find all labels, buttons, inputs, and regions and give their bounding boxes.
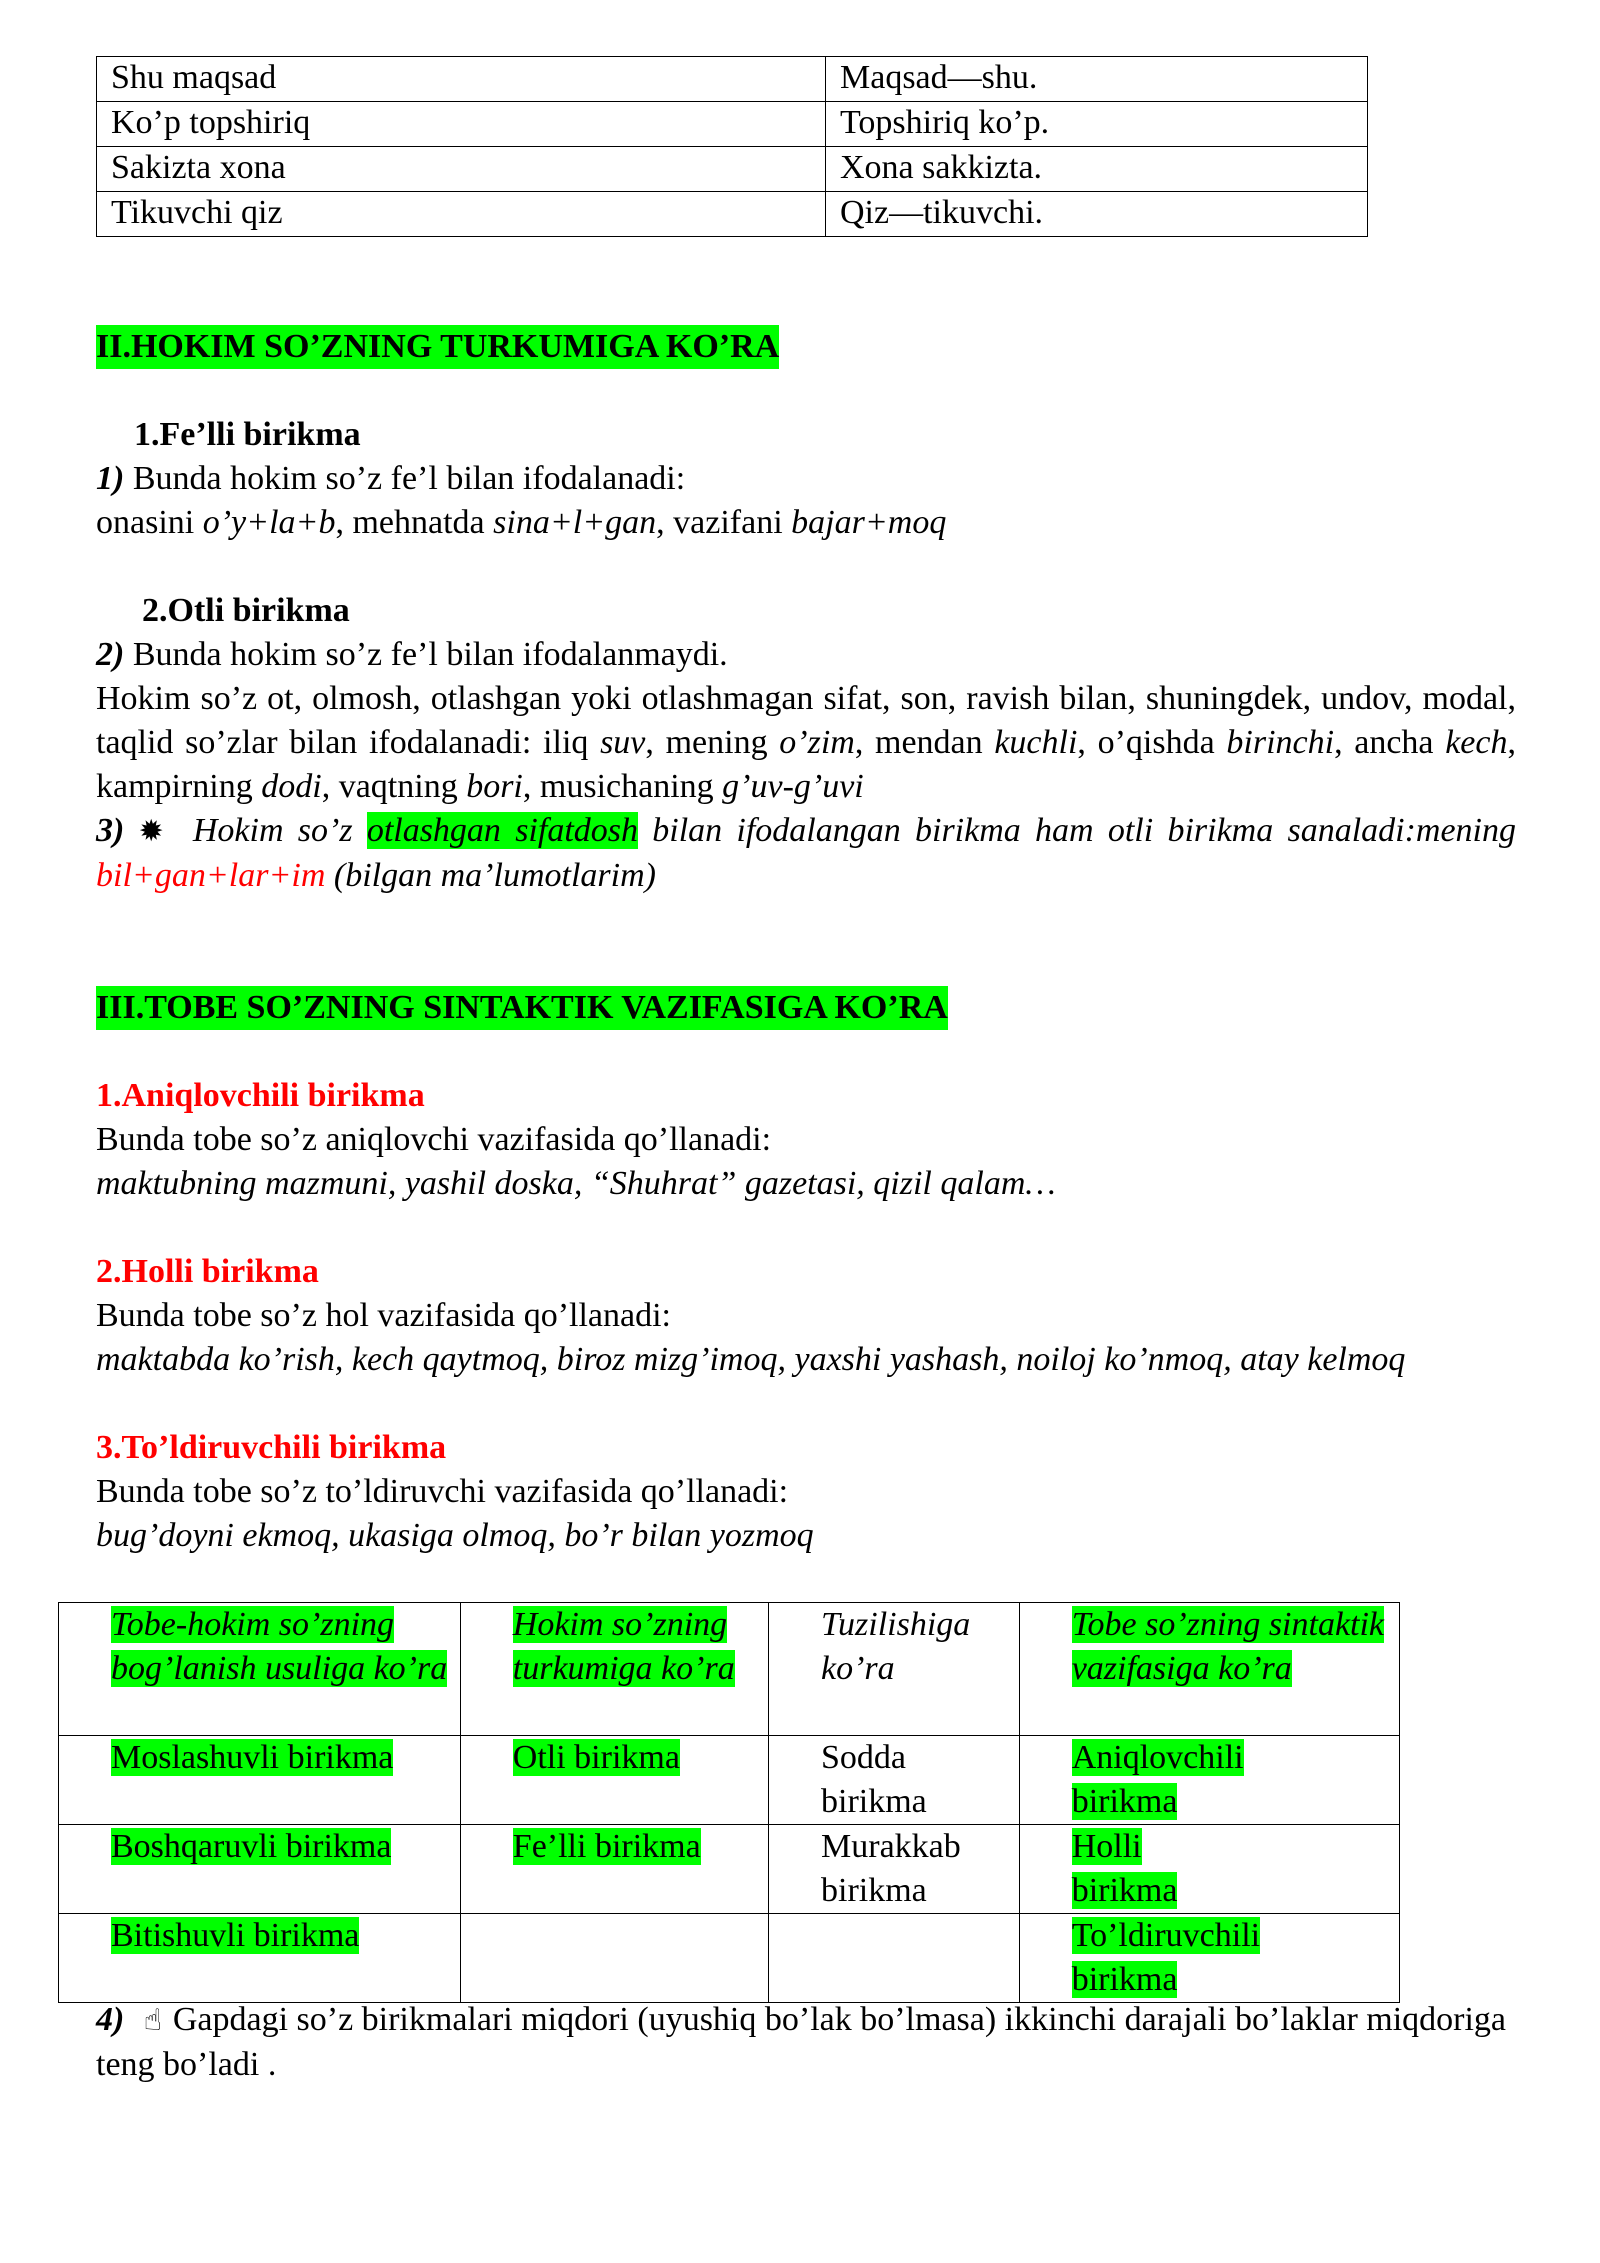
table-cell: Ko’p topshiriq xyxy=(97,102,826,147)
example-word: g’uv-g’uvi xyxy=(722,768,864,805)
subsection-title: 3.To’ldiruvchili birikma xyxy=(96,1429,447,1466)
table-cell: Maqsad—shu. xyxy=(826,57,1368,102)
table-cell xyxy=(769,1825,1020,1914)
table-row xyxy=(59,1914,1400,2003)
note-paragraph xyxy=(96,1998,1516,2087)
table-cell xyxy=(1019,1736,1399,1825)
example-word: suv xyxy=(600,724,646,761)
table-cell: Xona sakkizta. xyxy=(826,147,1368,192)
text: , mendan xyxy=(854,724,995,761)
example-line: maktabda ko’rish, kech qaytmoq, biroz mizg’imoq, yaxshi yashash, noiloj ko’nmoq, atay kelmoq xyxy=(96,1341,1406,1378)
cell-text: Boshqaruvli birikma xyxy=(111,1828,392,1865)
cell-text: Bitishuvli birikma xyxy=(111,1917,360,1954)
text: (bilgan ma’lumotlarim) xyxy=(325,857,656,894)
subsection-title: 2.Holli birikma xyxy=(96,1253,319,1290)
example-word: sina+l+gan xyxy=(493,504,657,541)
text: , kampirning xyxy=(96,724,1516,805)
table-cell xyxy=(460,1736,768,1825)
table-header-cell xyxy=(769,1603,1020,1736)
cell-text: Holli birikma xyxy=(1071,1828,1178,1909)
table-row xyxy=(97,147,1368,192)
paragraph xyxy=(96,457,1516,501)
text: , vaqtning xyxy=(321,768,467,805)
table-row xyxy=(97,192,1368,237)
item-number: 2) xyxy=(96,636,125,673)
table-row xyxy=(59,1825,1400,1914)
table-header-cell xyxy=(1019,1603,1399,1736)
example-word: bori xyxy=(466,768,523,805)
example-line xyxy=(96,501,1516,545)
section-heading-2: II.HOKIM SO’ZNING TURKUMIGA KO’RA xyxy=(96,325,779,369)
text: , mening xyxy=(645,724,780,761)
header-text: Tobe-hokim so’zning bog’lanish usuliga ko’ra xyxy=(111,1606,448,1687)
document-page xyxy=(96,56,1516,2087)
cell-text: To’ldiruvchili birikma xyxy=(1071,1917,1261,1998)
cell-text: Sodda birikma xyxy=(821,1739,927,1820)
table-header-row xyxy=(59,1603,1400,1736)
header-text: Tuzilishiga ko’ra xyxy=(821,1606,971,1687)
item-number: 3) xyxy=(96,812,125,849)
subsection-title: 2.Otli birikma xyxy=(142,592,350,629)
paragraph: Bunda tobe so’z aniqlovchi vazifasida qo’llanadi: xyxy=(96,1121,772,1158)
table-cell xyxy=(1019,1825,1399,1914)
text: bilan ifodalangan birikma ham otli birikma sanaladi:mening xyxy=(638,812,1517,849)
table-cell: Shu maqsad xyxy=(97,57,826,102)
subsection-title: 1.Aniqlovchili birikma xyxy=(96,1077,425,1114)
text: , musichaning xyxy=(522,768,723,805)
text: , ancha xyxy=(1334,724,1446,761)
table-cell xyxy=(59,1825,461,1914)
word-order-table xyxy=(96,56,1368,237)
cell-text: Otli birikma xyxy=(512,1739,680,1776)
text: , o’qishda xyxy=(1077,724,1227,761)
table-cell xyxy=(460,1914,768,2003)
table-header-cell xyxy=(460,1603,768,1736)
table-header-cell xyxy=(59,1603,461,1736)
example-word: o’y+la+b xyxy=(202,504,336,541)
section-heading-3: III.TOBE SO’ZNING SINTAKTIK VAZIFASIGA KO’RA xyxy=(96,986,948,1030)
table-row xyxy=(97,57,1368,102)
cell-text: Fe’lli birikma xyxy=(512,1828,701,1865)
table-cell: Sakizta xona xyxy=(97,147,826,192)
cell-text: Murakkab birikma xyxy=(821,1828,961,1909)
star-burst-icon: ✹ xyxy=(138,814,164,849)
example-line: maktubning mazmuni, yashil doska, “Shuhrat” gazetasi, qizil qalam… xyxy=(96,1165,1056,1202)
cell-text: Moslashuvli birikma xyxy=(111,1739,394,1776)
example-word: kech xyxy=(1445,724,1508,761)
classification-table xyxy=(58,1602,1400,2003)
table-cell xyxy=(1019,1914,1399,2003)
subsection-title: 1.Fe’lli birikma xyxy=(134,416,361,453)
text: Gapdagi so’z birikmalari miqdori (uyushiq bo’lak bo’lmasa) ikkinchi darajali bo’laklar miqdoriga teng bo’ladi . xyxy=(96,2001,1507,2083)
highlighted-term: otlashgan sifatdosh xyxy=(366,812,638,849)
table-cell xyxy=(59,1736,461,1825)
table-cell: Topshiriq ko’p. xyxy=(826,102,1368,147)
table-cell xyxy=(769,1736,1020,1825)
red-example: bil+gan+lar+im xyxy=(96,857,326,894)
table-cell xyxy=(460,1825,768,1914)
pointing-hand-icon: ☝ xyxy=(143,2003,162,2038)
example-word: bajar+moq xyxy=(791,504,947,541)
paragraph: Bunda tobe so’z hol vazifasida qo’llanadi: xyxy=(96,1297,671,1334)
paragraph xyxy=(96,677,1516,809)
paragraph xyxy=(96,633,1516,677)
header-text: Tobe so’zning sintaktik vazifasiga ko’ra xyxy=(1071,1606,1385,1687)
cell-text: Aniqlovchili birikma xyxy=(1071,1739,1244,1820)
text: , vazifani xyxy=(656,504,792,541)
text: Hokim so’z ot, olmosh, otlashgan yoki otlashmagan sifat, son, ravish bilan, shuningdek, undov, modal, taqlid so’zlar bilan ifodalanadi: iliq xyxy=(96,680,1516,761)
table-cell: Tikuvchi qiz xyxy=(97,192,826,237)
paragraph: Bunda tobe so’z to’ldiruvchi vazifasida qo’llanadi: xyxy=(96,1473,789,1510)
table-row xyxy=(59,1736,1400,1825)
example-line: bug’doyni ekmoq, ukasiga olmoq, bo’r bilan yozmoq xyxy=(96,1517,814,1554)
table-cell: Qiz—tikuvchi. xyxy=(826,192,1368,237)
example-word: o’zim xyxy=(779,724,855,761)
text: onasini xyxy=(96,504,203,541)
example-word: dodi xyxy=(261,768,322,805)
table-cell xyxy=(59,1914,461,2003)
example-word: kuchli xyxy=(994,724,1078,761)
note-paragraph xyxy=(96,809,1516,898)
item-number: 4) xyxy=(96,2001,125,2038)
item-number: 1) xyxy=(96,460,125,497)
text: Hokim so’z xyxy=(192,812,367,849)
text: , mehnatda xyxy=(335,504,494,541)
table-row xyxy=(97,102,1368,147)
example-word: birinchi xyxy=(1226,724,1335,761)
header-text: Hokim so’zning turkumiga ko’ra xyxy=(512,1606,735,1687)
table-cell xyxy=(769,1914,1020,2003)
text: Bunda hokim so’z fe’l bilan ifodalanmaydi. xyxy=(132,636,728,673)
text: Bunda hokim so’z fe’l bilan ifodalanadi: xyxy=(132,460,686,497)
